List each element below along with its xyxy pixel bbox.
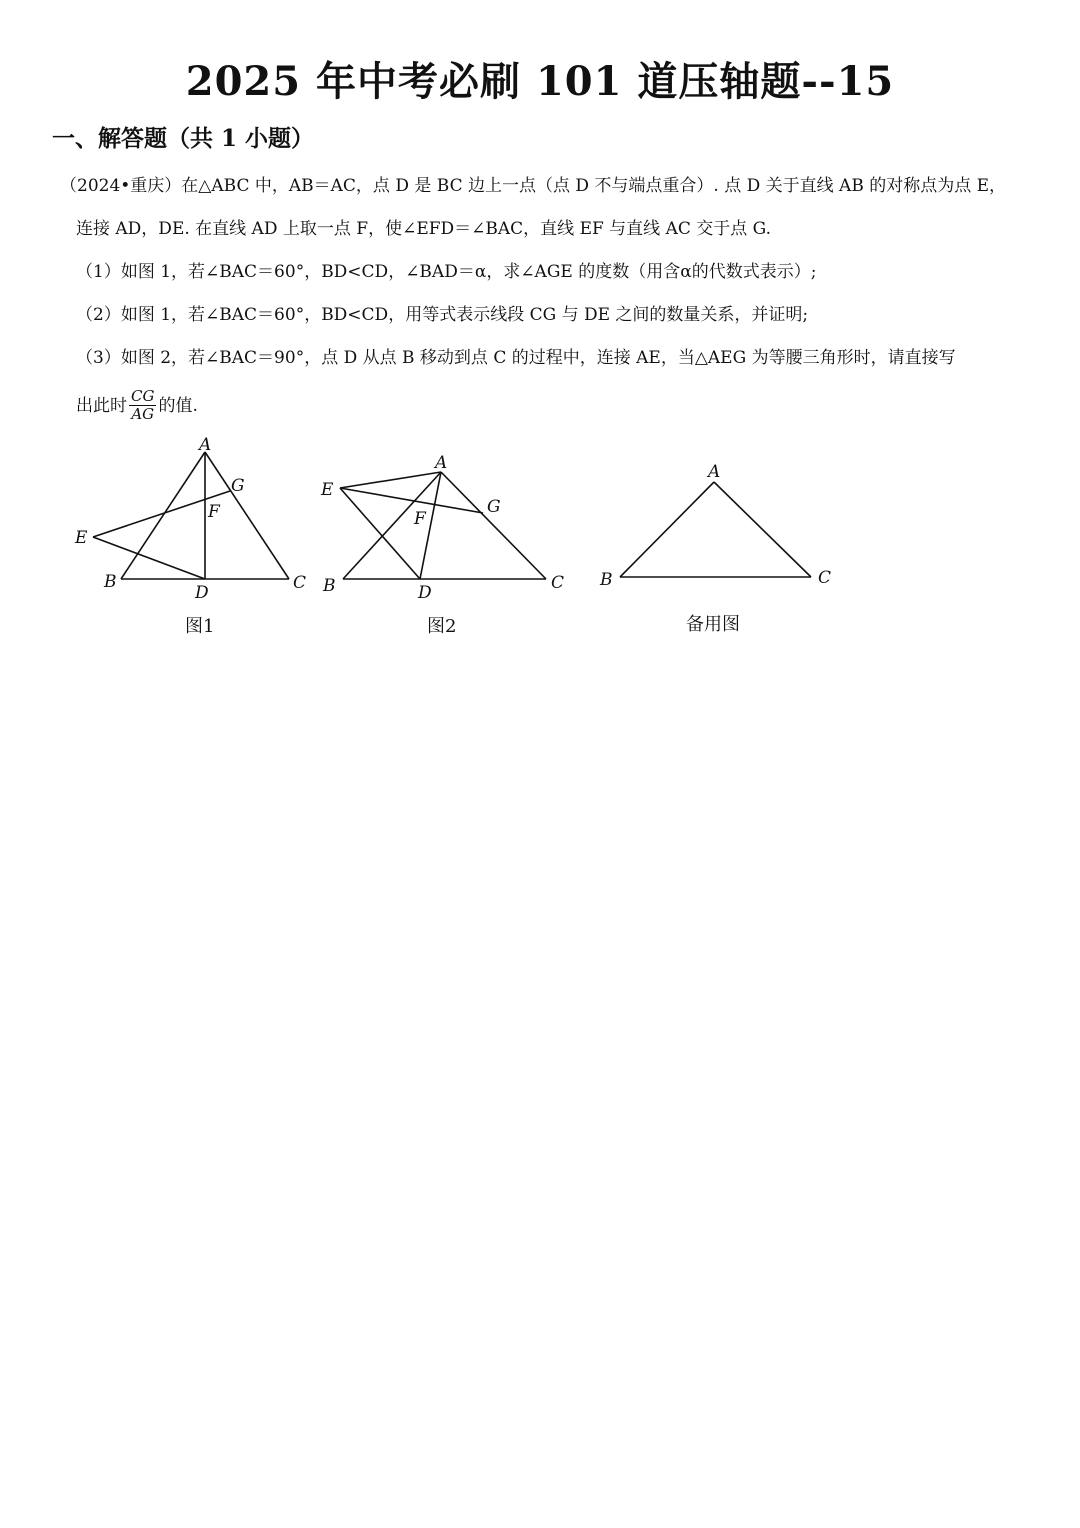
figure-2 <box>320 453 564 637</box>
problem-part-3: （3）如图 2，若∠BAC＝90°，点 D 从点 B 移动到点 C 的过程中，连接 AE，当△AEG 为等腰三角形时，请直接写 <box>76 348 956 368</box>
figures-svg <box>0 430 1080 650</box>
problem-line-1: （2024•重庆）在△ABC 中，AB＝AC，点 D 是 BC 边上一点（点 D 不与端点重合）. 点 D 关于直线 AB 的对称点为点 E， <box>60 176 1007 196</box>
fig2-label-c: C <box>551 573 565 593</box>
fig2-label-e: E <box>321 480 334 500</box>
last-line-suffix: 的值. <box>158 395 198 416</box>
fig3-segment-ac <box>714 482 811 577</box>
problem-last-line <box>76 388 198 423</box>
fig3-label-a: A <box>708 462 721 482</box>
fig1-label-f: F <box>208 502 220 522</box>
fig2-label-a: A <box>435 453 448 473</box>
fig2-label-f: F <box>414 509 426 529</box>
fig1-label-e: E <box>75 528 88 548</box>
problem-part-2: （2）如图 1，若∠BAC＝60°，BD<CD，用等式表示线段 CG 与 DE 之间的数量关系，并证明; <box>76 305 809 325</box>
fig3-caption: 备用图 <box>686 614 740 635</box>
fraction-numerator: CG <box>131 387 155 405</box>
fig2-segment-ab <box>343 472 441 579</box>
fraction-denominator: AG <box>131 405 155 423</box>
figure-1 <box>74 435 306 637</box>
fig2-segment-ac <box>441 472 546 579</box>
fig3-label-b: B <box>600 570 613 590</box>
section-heading: 一、解答题（共 1 小题） <box>52 125 315 152</box>
fig2-segment-eg <box>340 488 483 513</box>
fig3-label-c: C <box>818 568 832 588</box>
fig1-caption: 图1 <box>185 616 215 637</box>
fig1-label-a: A <box>199 435 212 455</box>
fig1-label-d: D <box>195 583 209 603</box>
fig1-label-b: B <box>104 572 117 592</box>
fig1-segment-ab <box>121 452 205 579</box>
fig2-label-g: G <box>487 497 501 517</box>
fraction-cg-over-ag <box>129 388 156 423</box>
problem-part-1: （1）如图 1，若∠BAC＝60°，BD<CD，∠BAD＝α，求∠AGE 的度数（用含α的代数式表示）; <box>76 262 817 282</box>
fig2-segment-ea <box>340 472 441 488</box>
figures-row <box>0 430 1080 650</box>
page-title: 2025 年中考必刷 101 道压轴题--15 <box>185 58 895 105</box>
fig3-segment-ab <box>620 482 714 577</box>
problem-line-2: 连接 AD，DE. 在直线 AD 上取一点 F，使∠EFD＝∠BAC，直线 EF 与直线 AC 交于点 G. <box>76 219 772 239</box>
last-line-prefix: 出此时 <box>76 395 127 416</box>
figure-3 <box>599 462 831 635</box>
fig1-label-g: G <box>231 476 245 496</box>
fig2-segment-ed <box>340 488 420 579</box>
fig2-label-d: D <box>418 583 432 603</box>
fig2-caption: 图2 <box>427 616 457 637</box>
fig1-label-c: C <box>293 573 307 593</box>
fig2-label-b: B <box>323 576 336 596</box>
